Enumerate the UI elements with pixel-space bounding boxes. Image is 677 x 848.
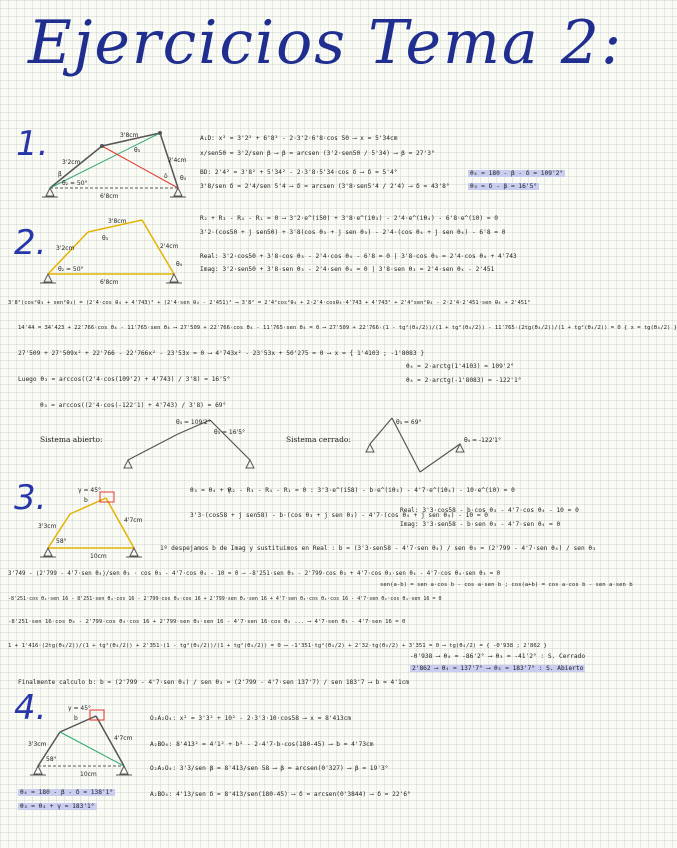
ex2-label-ab: 3'2cm xyxy=(56,245,75,252)
ex2-label-cd: 2'4cm xyxy=(160,243,179,250)
ex3-eq-14: Finalmente calculo b: b = (2'799 - 4'7·sen θ₄) / sen θ₃ = (2'799 - 4'7·sen 137'7) / sen 183'7 ⟶ b = 4'1cm xyxy=(18,679,410,686)
ex2-open-theta3: θ₃ = 16'5° xyxy=(214,429,246,436)
ex3-eq-11: 1 + 1'416·(2tg(θ₄/2))/(1 + tg²(θ₄/2)) + 2'351·(1 - tg²(θ₄/2))/(1 + tg²(θ₄/2)) = 0 ⟶ -1'351·tg²(θ₄/2) + 2'32·tg(θ₄/2) + 3'351 = 0 ⟶ tg(θ₄/2) = { -0'938 ; 2'862 } xyxy=(8,643,547,649)
ex2-label-bc: 3'8cm xyxy=(108,218,127,225)
ex1-eq-4: 3'8/sen δ = 2'4/sen 5'4 ⟶ δ = arcsen (3'8·sen5'4 / 2'4) ⟶ δ = 43'8° xyxy=(200,183,450,190)
ex3-eq-10: -8'251·sen 16·cos θ₄ - 2'799·cos θ₄·cos 16 + 2'799·sen θ₄·sen 16 - 4'7·sen 16·cos θ₄ ... ⟶ 4'7·sen θ₃ - 4'7·sen 16 = 0 xyxy=(8,619,406,625)
ex1-mechanism-diagram xyxy=(40,128,190,208)
ex3-label-ab: 3'3cm xyxy=(38,523,57,530)
ex1-result-theta3: θ₃ = δ - β = 16'5° xyxy=(470,183,538,190)
ex2-open-system-diagram xyxy=(118,414,268,474)
ex1-label-theta4: θ₄ xyxy=(180,175,187,182)
section-number-4: 4. xyxy=(14,688,47,728)
ex4-eq-4: A₂BO₄: 4'13/sen δ = 8'413/sen(180-45) ⟶ δ = arcsen(0'3844) ⟶ δ = 22'6° xyxy=(150,791,411,798)
ex2-label-theta3: θ₃ xyxy=(102,235,109,242)
ex2-open-theta4: θ₄ = 109'2° xyxy=(176,419,211,426)
ex1-result-theta4: θ₄ = 180 - β - δ = 109'2° xyxy=(470,170,564,177)
ex1-label-theta3: θ₃ xyxy=(134,147,141,154)
ex2-eq-9: θ₄ = 2·arctg(-1'8083) = -122'1° xyxy=(406,377,522,384)
ex2-eq-6: 14'44 = 34'423 + 22'766·cos θ₄ - 11'765·sen θ₄ ⟶ 27'509 + 22'766·cos θ₄ - 11'765·sen θ₄ = 0 ⟶ 27'509 + 22'766·(1 - tg²(θ₄/2))/(1 + tg²(θ₄/2)) - 11'765·(2tg(θ₄/2))/(1 + tg²(θ₄/2)) = 0 { x = tg(θ₄/2) } xyxy=(18,325,677,331)
ex2-eq-7: 27'509 + 27'509x² + 22'766 - 22'766x² - 23'53x = 0 ⟶ 4'743x² - 23'53x + 50'275 = 0 ⟶ x = { 1'4103 ; -1'8083 } xyxy=(18,350,425,357)
ex4-label-gamma: γ = 45° xyxy=(68,705,92,712)
ex2-eq-2: 3'2·(cos50 + j sen50) + 3'8(cos θ₃ + j sen θ₃) - 2'4·(cos θ₄ + j sen θ₄) - 6'8 = 0 xyxy=(200,229,506,236)
ex2-eq-11: θ₃ = arccos((2'4·cos(-122'1) + 4'743) / 3'8) = 69° xyxy=(40,402,227,409)
ex1-label-theta2: θ₂ = 50° xyxy=(62,180,88,187)
ex2-closed-theta3: θ₃ = 69° xyxy=(396,419,422,426)
ex2-open-system-label: Sistema abierto: xyxy=(40,435,103,444)
ex4-label-theta2: 58° xyxy=(46,756,57,763)
ex4-eq-2: A₂BO₄: 8'413² = 4'1² + b² - 2·4'7·b·cos(180-45) ⟶ b = 4'73cm xyxy=(150,741,374,748)
ex3-eq-7: 3'749 - (2'799 - 4'7·sen θ₄)/sen θ₃ · cos θ₃ - 4'7·cos θ₄ - 10 = 0 ⟶ -8'251·sen θ₃ - 2'799·cos θ₃ + 4'7·cos θ₃·sen θ₄ - 4'7·cos θ₄·sen θ₃ = 0 xyxy=(8,571,501,577)
ex3-eq-4: Real: 3'3·cos58 - b·cos θ₃ - 4'7·cos θ₄ - 10 = 0 xyxy=(400,507,579,514)
ex3-eq-12: -0'938 ⟶ θ₄ = -86'2° ⟶ θ₃ = -41'2° : S. Cerrado xyxy=(410,653,586,660)
ex3-eq-1: θ₃ = θ₄ + γ xyxy=(190,487,231,494)
ex2-eq-3: Real: 3'2·cos50 + 3'8·cos θ₃ - 2'4·cos θ₄ - 6'8 = 0 | 3'8·cos θ₃ = 2'4·cos θ₄ + 4'743 xyxy=(200,253,517,260)
section-number-2: 2. xyxy=(14,223,47,263)
ex1-eq-1: A₁D: x² = 3'2² + 6'8² - 2·3'2·6'8·cos 50 ⟶ x = 5'34cm xyxy=(200,135,398,142)
ex1-label-bc: 3'8cm xyxy=(120,132,139,139)
ex1-eq-3: BD: 2'4² = 3'8² + 5'34² - 2·3'8·5'34·cos δ ⟶ δ = 5'4° xyxy=(200,169,398,176)
ex2-mechanism-diagram xyxy=(38,214,188,294)
ex3-label-cd: 4'7cm xyxy=(124,517,143,524)
ex3-eq-6: 1º despejamos b de Imag y sustituimos en Real : b = (3'3·sen58 - 4'7·sen θ₄) / sen θ₃ = (2'799 - 4'7·sen θ₄) / sen θ₃ xyxy=(160,545,596,552)
section-number-1: 1. xyxy=(16,124,49,164)
ex3-eq-5: Imag: 3'3·sen58 - b·sen θ₃ - 4'7·sen θ₄ = 0 xyxy=(400,521,561,528)
ex1-label-cd: 2'4cm xyxy=(168,157,187,164)
ex2-eq-4: Imag: 3'2·sen50 + 3'8·sen θ₃ - 2'4·sen θ₄ = 0 | 3'8·sen θ₃ = 2'4·sen θ₄ - 2'451 xyxy=(200,266,495,273)
ex3-eq-8: sen(a-b) = sen a·cos b - cos a·sen b ; cos(a+b) = cos a·cos b - sen a·sen b xyxy=(380,582,633,588)
ex2-label-theta4: θ₄ xyxy=(176,261,183,268)
ex2-eq-10: Luego θ₃ = arccos((2'4·cos(109'2) + 4'743) / 3'8) = 16'5° xyxy=(18,376,231,383)
section-number-3: 3. xyxy=(14,478,47,518)
ex4-label-bc: b xyxy=(74,715,78,722)
ex2-eq-1: R₂ + R₃ - R₄ - R₁ = 0 ⟶ 3'2·e^(i50) + 3'8·e^(iθ₃) - 2'4·e^(iθ₄) - 6'8·e^(i0) = 0 xyxy=(200,215,499,222)
ex3-label-ad: 10cm xyxy=(90,553,107,560)
ex4-result-theta4: θ₄ = 180 - β - δ = 138'1° xyxy=(20,789,114,796)
ex1-label-ad: 6'8cm xyxy=(100,193,119,200)
ex1-label-beta: β xyxy=(58,171,62,178)
ex3-label-gamma: γ = 45° xyxy=(78,487,102,494)
ex2-eq-8: θ₄ = 2·arctg(1'4103) = 109'2° xyxy=(406,363,515,370)
ex3-eq-9: -8'251·cos θ₄·sen 16 - 8'251·sen θ₄·cos 16 - 2'799·cos θ₄·cos 16 + 2'799·sen θ₄·sen 16 + 4'7·sen θ₄·cos θ₄·cos 16 - 4'7·sen θ₄·cos θ₄·sen 16 = 0 xyxy=(8,596,442,602)
ex3-label-bc: b xyxy=(84,497,88,504)
ex2-closed-system-label: Sistema cerrado: xyxy=(286,435,351,444)
ex1-label-delta: δ xyxy=(164,173,168,180)
ex4-label-ab: 3'3cm xyxy=(28,741,47,748)
ex4-eq-3: O₂A₂O₄: 3'3/sen β = 8'413/sen 58 ⟶ β = arcsen(0'327) ⟶ β = 19'3° xyxy=(150,765,389,772)
ex2-eq-5: 3'8²(cos²θ₃ + sen²θ₃) = (2'4·cos θ₄ + 4'743)² + (2'4·sen θ₄ - 2'451)² ⟶ 3'8² = 2'4²cos²θ₄ + 2·2'4·cosθ₄·4'743 + 4'743² + 2'4²sen²θ₄ - 2·2'4·2'451·sen θ₄ + 2'451² xyxy=(8,300,531,306)
page-title: Ejercicios Tema 2: xyxy=(28,8,624,78)
ex2-label-ad: 6'8cm xyxy=(100,279,119,286)
ex1-eq-2: x/sen50 = 3'2/sen β ⟶ β = arcsen (3'2·sen50 / 5'34) ⟶ β = 27'3° xyxy=(200,150,435,157)
ex1-label-ab: 3'2cm xyxy=(62,159,81,166)
ex4-result-theta3: θ₃ = θ₄ + γ = 183'1° xyxy=(20,803,95,810)
ex2-closed-theta4: θ₄ = -122'1° xyxy=(464,437,502,444)
ex4-eq-1: O₂A₂O₄: x² = 3'3² + 10² - 2·3'3·10·cos58 ⟶ x = 8'413cm xyxy=(150,715,352,722)
ex3-mechanism-diagram xyxy=(38,488,188,568)
ex3-eq-13: 2'862 ⟶ θ₄ = 137'7° ⟶ θ₃ = 183'7° : S. Abierto xyxy=(412,665,584,672)
ex4-label-ad: 10cm xyxy=(80,771,97,778)
ex2-label-theta2: θ₂ = 50° xyxy=(58,266,84,273)
ex3-eq-3: 3'3·(cos58 + j sen58) - b·(cos θ₃ + j sen θ₃) - 4'7·(cos θ₄ + j sen θ₄) - 10 = 0 xyxy=(190,512,489,519)
ex2-closed-system-diagram xyxy=(360,414,510,474)
ex3-eq-2: R₂ - R₃ - R₄ - R₁ = 0 : 3'3·e^(i58) - b·e^(iθ₃) - 4'7·e^(iθ₄) - 10·e^(i0) = 0 xyxy=(228,487,515,494)
ex3-label-theta2: 58° xyxy=(56,538,67,545)
ex4-label-cd: 4'7cm xyxy=(114,735,133,742)
